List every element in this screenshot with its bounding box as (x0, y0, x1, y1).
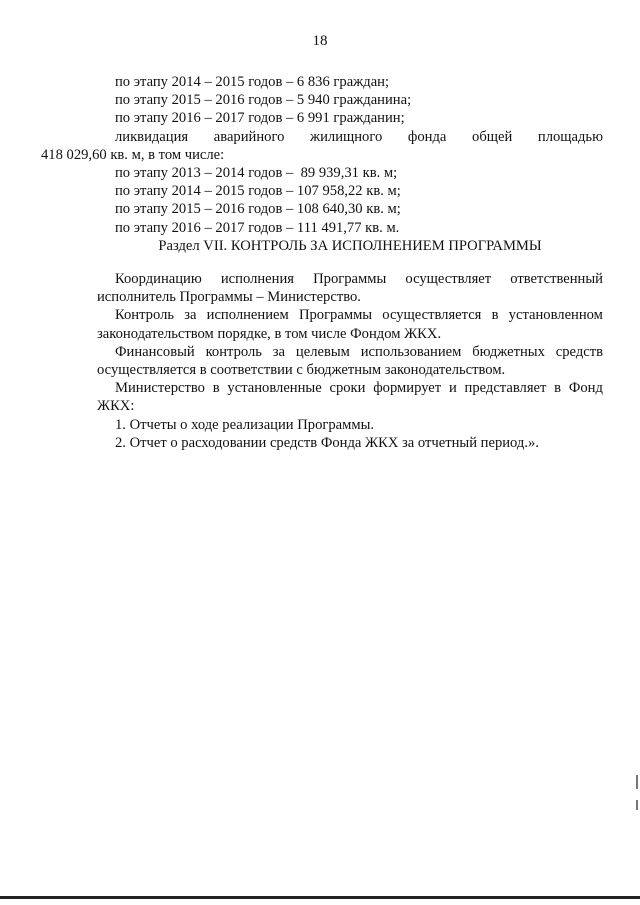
word: средств (555, 343, 603, 360)
liquidation-continuation: 418 029,60 кв. м, в том числе: (41, 146, 225, 163)
stage-area-line: по этапу 2015 – 2016 годов – 108 640,30 кв. м; (115, 201, 401, 218)
word: в (212, 380, 220, 397)
word: за (272, 343, 286, 360)
word: и (448, 380, 457, 397)
word: целевым (295, 343, 350, 360)
section-heading: Раздел VII. КОНТРОЛЬ ЗА ИСПОЛНЕНИЕМ ПРОГРАММЫ (158, 238, 542, 254)
word: осуществляется (382, 307, 482, 324)
stage-people-line: по этапу 2015 – 2016 годов – 5 940 гражданина; (115, 92, 412, 109)
liquidation-line (97, 128, 603, 146)
word: Координацию (115, 271, 202, 287)
word: Программы (298, 307, 373, 324)
paragraph-first-line (97, 379, 603, 397)
word: фонда (407, 128, 447, 145)
scan-artifact (636, 800, 638, 810)
word: ликвидация (115, 128, 189, 145)
word: общей (472, 128, 513, 145)
paragraph-first-line (97, 343, 603, 361)
word: Министерство (115, 380, 205, 397)
word: установленном (508, 307, 603, 324)
word: бюджетных (472, 343, 545, 360)
word: сроки (329, 380, 366, 397)
paragraph-first-line (97, 306, 603, 324)
section-body (97, 270, 603, 452)
word: исполнения (220, 271, 294, 287)
word: в (554, 380, 562, 397)
word: Программы (313, 271, 387, 287)
word: формирует (373, 380, 442, 397)
word: площадью (537, 128, 603, 145)
list-item: 2. Отчет о расходовании средств Фонда ЖКХ за отчетный период.». (115, 434, 539, 451)
paragraph-line: осуществляется в соответствии с бюджетным законодательством. (97, 362, 506, 379)
paragraph-line: исполнитель Программы – Министерство. (97, 289, 361, 306)
word: жилищного (310, 128, 383, 145)
word: ответственный (510, 271, 603, 287)
program-indicators (41, 73, 603, 237)
paragraph-first-line (97, 270, 603, 288)
stage-area-line: по этапу 2013 – 2014 годов – 89 939,31 кв. м; (115, 165, 398, 182)
word: представляет (464, 380, 547, 397)
paragraph-line: законодательством порядке, в том числе Фондом ЖКХ. (97, 325, 442, 342)
word: Контроль (115, 307, 175, 324)
stage-area-line: по этапу 2014 – 2015 годов – 107 958,22 кв. м; (115, 183, 401, 200)
stage-people-line: по этапу 2016 – 2017 годов – 6 991 гражданин; (115, 110, 405, 127)
word: Фонд (568, 380, 603, 397)
word: использованием (360, 343, 462, 360)
stage-people-line: по этапу 2014 – 2015 годов – 6 836 граждан; (115, 74, 390, 90)
word: в (491, 307, 499, 324)
word: за (184, 307, 197, 324)
word: установленные (227, 380, 322, 397)
word: аварийного (213, 128, 285, 145)
scan-bottom-edge (0, 896, 640, 899)
word: контроль (205, 343, 262, 360)
word: Финансовый (115, 343, 195, 360)
list-item: 1. Отчеты о ходе реализации Программы. (115, 416, 375, 433)
word: осуществляет (405, 271, 492, 287)
page-number: 18 (312, 33, 328, 49)
scan-artifact (636, 775, 638, 789)
word: исполнением (206, 307, 289, 324)
stage-area-line: по этапу 2016 – 2017 годов – 111 491,77 кв. м. (115, 219, 400, 236)
paragraph-line: ЖКХ: (97, 398, 135, 415)
